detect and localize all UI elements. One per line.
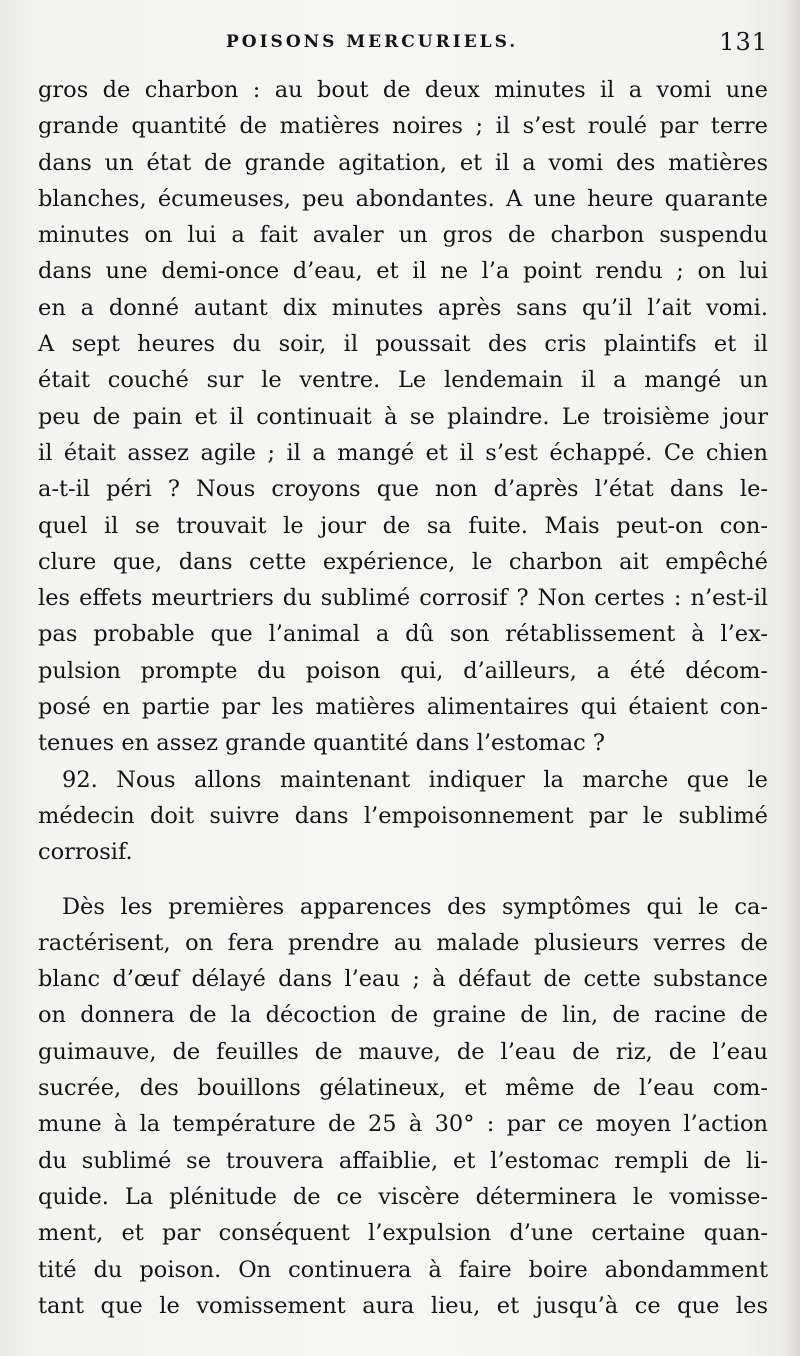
text-line: A sept heures du soir, il poussait des cris plaintifs et il <box>38 331 768 358</box>
text-line: tenues en assez grande quantité dans l’estomac ? <box>38 730 605 757</box>
page-header <box>38 28 768 62</box>
text-line: guimauve, de feuilles de mauve, de l’eau de riz, de l’eau <box>38 1038 768 1065</box>
text-line: peu de pain et il continuait à se plaindre. Le troisième jour <box>38 403 768 430</box>
paragraph-gap <box>38 871 768 889</box>
text-line: il était assez agile ; il a mangé et il s’est échappé. Ce chien <box>38 439 768 466</box>
text-line: minutes on lui a fait avaler un gros de charbon suspendu <box>38 222 768 249</box>
text-line: dans un état de grande agitation, et il a vomi des matières <box>38 149 768 176</box>
text-line: en a donné autant dix minutes après sans qu’il l’ait vomi. <box>38 294 768 321</box>
text-line: quel il se trouvait le jour de sa fuite. Mais peut-on con- <box>38 512 768 539</box>
text-line: tité du poison. On continuera à faire boire abondamment <box>38 1256 768 1283</box>
text-line: ractérisent, on fera prendre au malade plusieurs verres de <box>38 929 768 956</box>
text-line: blanc d’œuf délayé dans l’eau ; à défaut de cette substance <box>38 966 768 993</box>
text-line: mune à la température de 25 à 30° : par ce moyen l’action <box>38 1111 768 1138</box>
text-line: corrosif. <box>38 839 133 866</box>
text-line: médecin doit suivre dans l’empoisonnement par le sublimé <box>38 802 768 829</box>
text-line: clure que, dans cette expérience, le charbon ait empêché <box>38 548 768 575</box>
text-line: les effets meurtriers du sublimé corrosif ? Non certes : n’est-il <box>38 585 768 612</box>
section-line: 92. Nous allons maintenant indiquer la marche que le <box>62 766 768 793</box>
text-line: sucrée, des bouillons gélatineux, et même de l’eau com- <box>38 1075 768 1102</box>
text-line: pas probable que l’animal a dû son rétablissement à l’ex- <box>38 621 768 648</box>
text-line: était couché sur le ventre. Le lendemain il a mangé un <box>38 367 768 394</box>
page-edge-shadow <box>786 0 800 1356</box>
text-line: du sublimé se trouvera affaiblie, et l’estomac rempli de li- <box>38 1147 768 1174</box>
text-line: on donnera de la décoction de graine de lin, de racine de <box>38 1002 768 1029</box>
text-line: ment, et par conséquent l’expulsion d’une certaine quan- <box>38 1220 768 1247</box>
text-line: gros de charbon : au bout de deux minutes il a vomi une <box>38 77 768 103</box>
text-line: dans une demi-once d’eau, et il ne l’a point rendu ; on lui <box>38 258 768 285</box>
text-line: tant que le vomissement aura lieu, et jusqu’à ce que les <box>38 1292 768 1319</box>
text-line: a-t-il péri ? Nous croyons que non d’après l’état dans le- <box>38 476 768 503</box>
paragraph-first-line: Dès les premières apparences des symptômes qui le ca- <box>62 893 768 920</box>
text-line: pulsion prompte du poison qui, d’ailleurs, a été décom- <box>38 657 768 684</box>
page-number: 131 <box>719 28 768 56</box>
text-line: blanches, écumeuses, peu abondantes. A une heure quarante <box>38 185 768 212</box>
running-head: POISONS MERCURIELS. <box>226 32 519 52</box>
text-line: grande quantité de matières noires ; il s’est roulé par terre <box>38 113 768 140</box>
text-line: quide. La plénitude de ce viscère déterminera le vomisse- <box>38 1183 768 1210</box>
body-text <box>38 72 768 1324</box>
text-line: posé en partie par les matières alimentaires qui étaient con- <box>38 694 768 721</box>
